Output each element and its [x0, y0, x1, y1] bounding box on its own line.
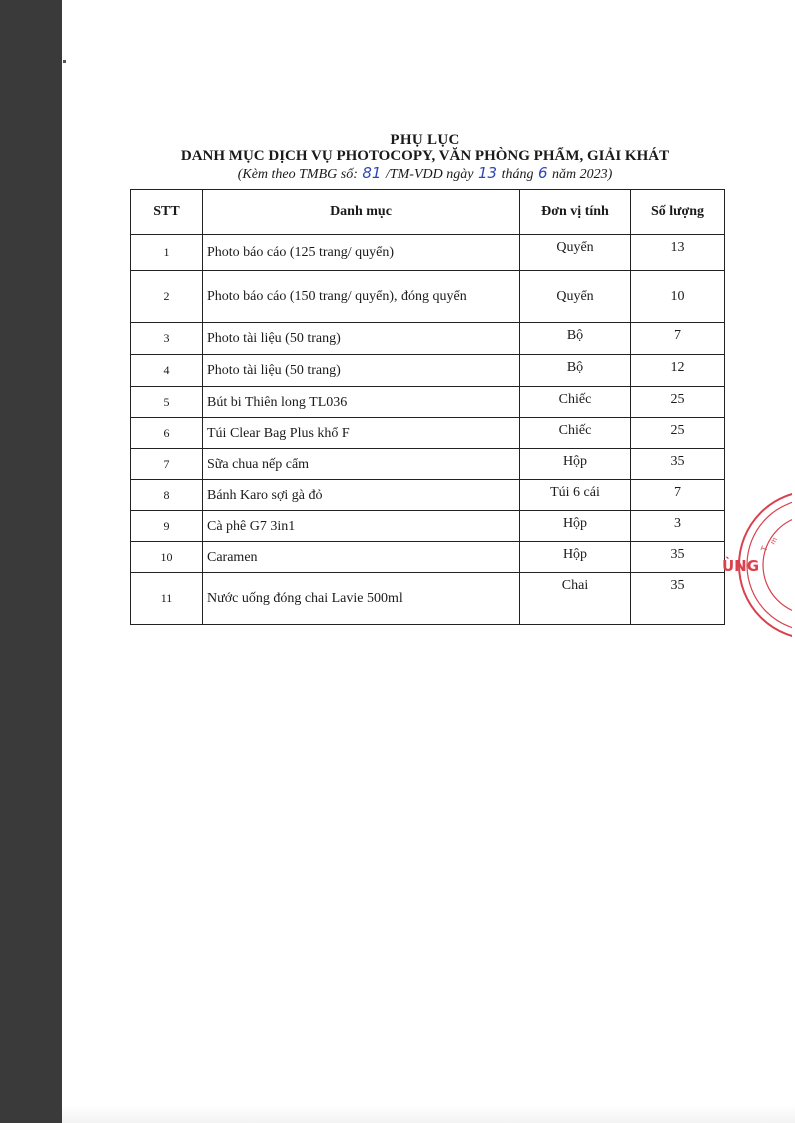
document-header — [120, 132, 730, 183]
row-stt: 2 — [131, 271, 203, 323]
row-stt: 11 — [131, 573, 203, 625]
scan-speck — [63, 60, 66, 63]
row-qty: 7 — [631, 323, 725, 355]
table-row — [131, 418, 725, 449]
row-stt: 3 — [131, 323, 203, 355]
row-name: Photo báo cáo (150 trang/ quyển), đóng quyển — [203, 271, 520, 323]
row-name: Photo tài liệu (50 trang) — [203, 355, 520, 387]
row-unit: Bộ — [520, 355, 631, 387]
handwritten-number: 81 — [362, 164, 382, 182]
table-row — [131, 323, 725, 355]
row-name: Túi Clear Bag Plus khổ F — [203, 418, 520, 449]
column-header-name: Danh mục — [203, 190, 520, 235]
row-name: Bút bi Thiên long TL036 — [203, 387, 520, 418]
table-row — [131, 355, 725, 387]
row-stt: 4 — [131, 355, 203, 387]
row-name: Photo tài liệu (50 trang) — [203, 323, 520, 355]
row-qty: 35 — [631, 573, 725, 625]
row-unit: Túi 6 cái — [520, 480, 631, 511]
row-stt: 1 — [131, 235, 203, 271]
row-qty: 25 — [631, 387, 725, 418]
svg-text:T: T — [759, 545, 770, 553]
table-row — [131, 480, 725, 511]
table-row — [131, 449, 725, 480]
row-name: Nước uống đóng chai Lavie 500ml — [203, 573, 520, 625]
reference-mid: /TM-VDD ngày — [385, 167, 474, 182]
page-bottom-shadow — [62, 1105, 795, 1123]
row-qty: 10 — [631, 271, 725, 323]
items-table — [130, 189, 725, 625]
row-unit: Hộp — [520, 449, 631, 480]
row-stt: 10 — [131, 542, 203, 573]
column-header-qty: Số lượng — [631, 190, 725, 235]
reference-suffix: năm 2023) — [552, 167, 613, 182]
row-stt: 9 — [131, 511, 203, 542]
table-row — [131, 235, 725, 271]
row-unit: Chai — [520, 573, 631, 625]
row-qty: 35 — [631, 542, 725, 573]
svg-text:m: m — [768, 536, 780, 546]
reference-prefix: (Kèm theo TMBG số: — [237, 167, 358, 182]
row-name: Photo báo cáo (125 trang/ quyển) — [203, 235, 520, 271]
handwritten-month: 6 — [537, 164, 548, 182]
table-row — [131, 271, 725, 323]
document-subtitle: DANH MỤC DỊCH VỤ PHOTOCOPY, VĂN PHÒNG PHẨM, GIẢI KHÁT — [180, 148, 670, 164]
row-stt: 5 — [131, 387, 203, 418]
document-title: PHỤ LỤC — [390, 132, 460, 148]
row-name: Bánh Karo sợi gà đỏ — [203, 480, 520, 511]
row-unit: Chiếc — [520, 418, 631, 449]
row-unit: Hộp — [520, 511, 631, 542]
row-name: Caramen — [203, 542, 520, 573]
reference-month-label: tháng — [501, 167, 534, 182]
row-qty: 12 — [631, 355, 725, 387]
row-stt: 6 — [131, 418, 203, 449]
row-unit: Hộp — [520, 542, 631, 573]
table-row — [131, 387, 725, 418]
row-unit: Quyển — [520, 271, 631, 323]
table-row — [131, 511, 725, 542]
handwritten-day: 13 — [477, 164, 498, 182]
seal-icon — [718, 485, 792, 645]
table-row — [131, 573, 725, 625]
row-qty: 35 — [631, 449, 725, 480]
seal-text: ÙNG — [722, 557, 760, 575]
column-header-stt: STT — [131, 190, 203, 235]
table-row — [131, 542, 725, 573]
table-header-row — [131, 190, 725, 235]
row-name: Sữa chua nếp cẩm — [203, 449, 520, 480]
row-stt: 8 — [131, 480, 203, 511]
row-stt: 7 — [131, 449, 203, 480]
row-unit: Chiếc — [520, 387, 631, 418]
row-unit: Quyển — [520, 235, 631, 271]
row-qty: 13 — [631, 235, 725, 271]
row-qty: 7 — [631, 480, 725, 511]
red-seal-stamp — [718, 485, 792, 645]
scan-edge — [0, 0, 62, 1123]
row-unit: Bộ — [520, 323, 631, 355]
row-qty: 25 — [631, 418, 725, 449]
document-reference — [120, 165, 730, 183]
row-name: Cà phê G7 3in1 — [203, 511, 520, 542]
column-header-unit: Đơn vị tính — [520, 190, 631, 235]
row-qty: 3 — [631, 511, 725, 542]
